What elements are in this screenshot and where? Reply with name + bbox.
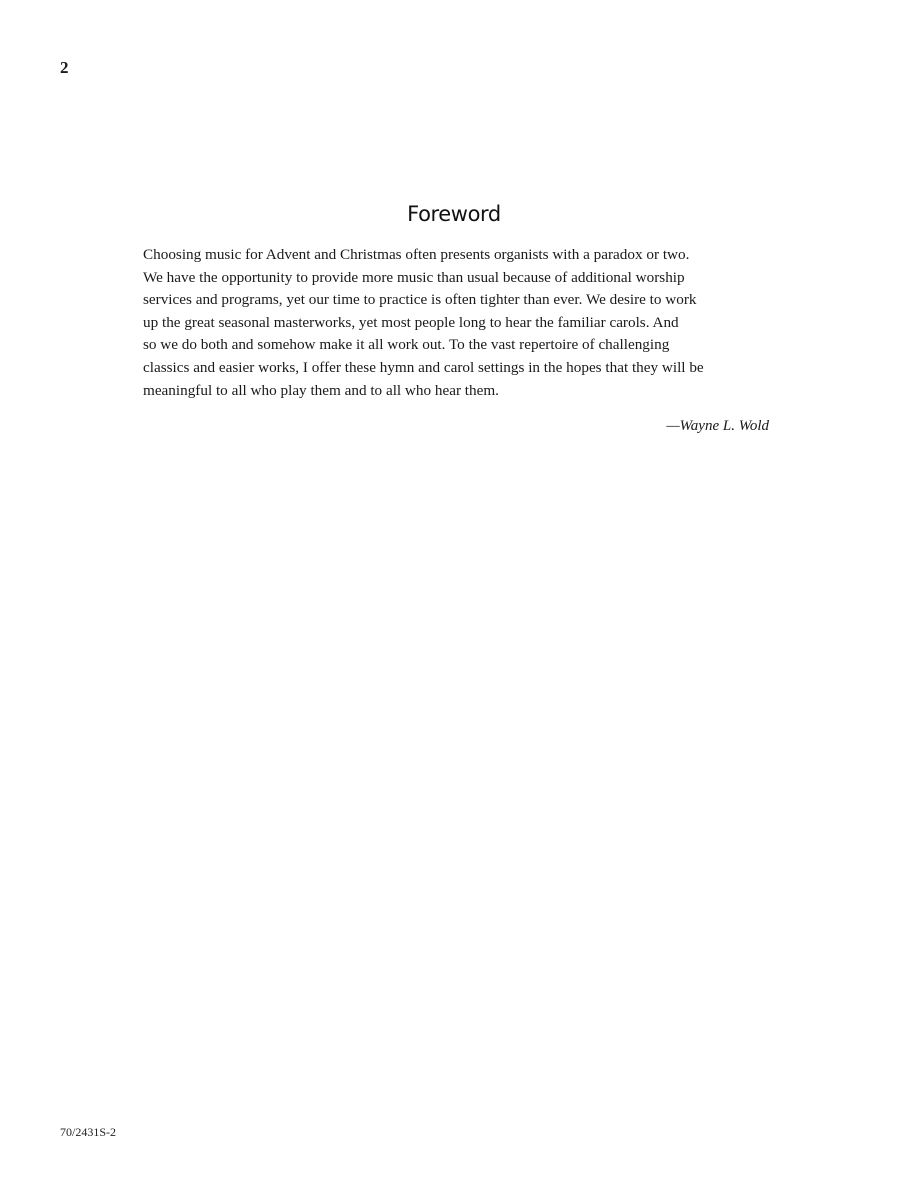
catalog-number: 70/2431S-2	[60, 1125, 117, 1139]
paragraph-line: so we do both and somehow make it all work out. To the vast repertoire of challenging	[143, 336, 670, 354]
paragraph-line: up the great seasonal masterworks, yet most people long to hear the familiar carols. And	[143, 313, 679, 331]
page-number: 2	[60, 58, 69, 77]
paragraph-line: services and programs, yet our time to practice is often tighter than ever. We desire to work	[143, 291, 697, 309]
paragraph-line: We have the opportunity to provide more music than usual because of additional worship	[143, 268, 685, 286]
paragraph-line: meaningful to all who play them and to all who hear them.	[143, 381, 499, 399]
paragraph-line: classics and easier works, I offer these hymn and carol settings in the hopes that they will be	[143, 358, 704, 376]
page-title: Foreword	[407, 202, 501, 226]
author-signature: —Wayne L. Wold	[666, 418, 769, 434]
foreword-paragraph	[143, 244, 783, 402]
paragraph-line: Choosing music for Advent and Christmas often presents organists with a paradox or two.	[143, 246, 690, 263]
